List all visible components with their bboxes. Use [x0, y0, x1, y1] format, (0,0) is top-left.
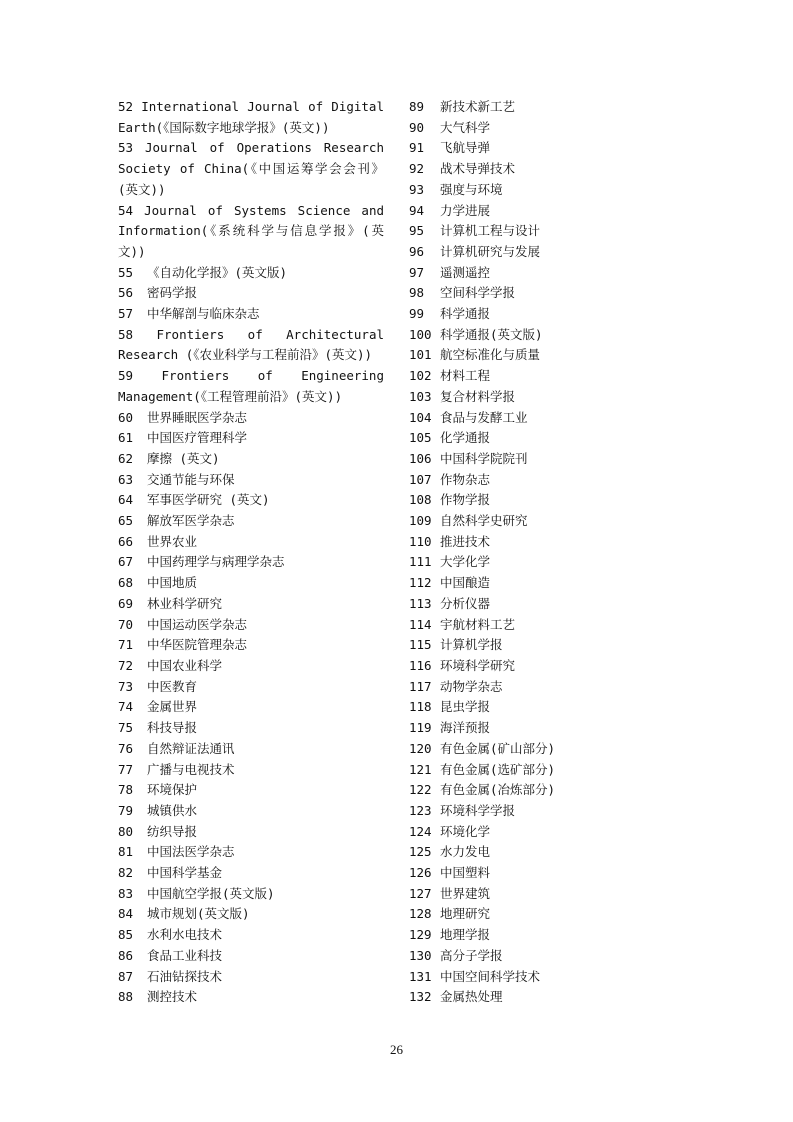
- journal-list-item: [409, 739, 569, 760]
- journal-item-title: 自然辩证法通讯: [147, 740, 235, 756]
- journal-list-item: [409, 242, 569, 263]
- journal-item-title: Frontiers of Architectural Research (《农业科学与工程前沿》(英文)): [118, 326, 384, 363]
- journal-item-number: 84: [118, 906, 134, 922]
- journal-item-number: 115: [409, 637, 432, 653]
- journal-item-number: 62: [118, 450, 134, 466]
- journal-item-number: 129: [409, 927, 432, 943]
- journal-item-number: 79: [118, 802, 134, 818]
- journal-list-item: [118, 822, 384, 843]
- journal-item-title: 中国科学基金: [147, 865, 223, 881]
- journal-item-title: 空间科学学报: [440, 285, 516, 301]
- journal-item-title: 中国航空学报(英文版): [147, 885, 275, 901]
- journal-list-item: [118, 201, 384, 263]
- journal-list-item: [409, 863, 569, 884]
- journal-item-number: 59: [118, 368, 134, 384]
- journal-item-number: 80: [118, 823, 134, 839]
- journal-item-number: 71: [118, 637, 134, 653]
- journal-item-number: 132: [409, 989, 432, 1005]
- journal-item-number: 124: [409, 823, 432, 839]
- journal-item-number: 98: [409, 285, 425, 301]
- journal-item-title: 飞航导弹: [440, 140, 491, 156]
- journal-list-item: [118, 304, 384, 325]
- journal-item-title: 复合材料学报: [440, 388, 516, 404]
- journal-list-item: [409, 118, 569, 139]
- journal-list-item: [409, 697, 569, 718]
- journal-item-title: 科学通报(英文版): [440, 326, 543, 342]
- journal-item-title: 作物学报: [440, 492, 491, 508]
- journal-item-number: 69: [118, 595, 134, 611]
- journal-list-item: [118, 677, 384, 698]
- journal-list-item: [409, 470, 569, 491]
- journal-item-number: 130: [409, 947, 432, 963]
- journal-list-item: [118, 263, 384, 284]
- journal-item-number: 121: [409, 761, 432, 777]
- journal-item-number: 120: [409, 740, 432, 756]
- journal-item-title: 中国法医学杂志: [147, 844, 235, 860]
- journal-list-item: [118, 697, 384, 718]
- journal-list-item: [118, 987, 384, 1008]
- journal-list-item: [409, 159, 569, 180]
- journal-list-item: [409, 842, 569, 863]
- journal-item-title: Journal of Operations Research Society of China(《中国运筹学会会刊》(英文)): [118, 140, 384, 197]
- journal-list-item: [409, 138, 569, 159]
- journal-item-number: 82: [118, 865, 134, 881]
- journal-list-item: [409, 904, 569, 925]
- journal-item-number: 66: [118, 533, 134, 549]
- journal-item-title: 密码学报: [147, 285, 198, 301]
- journal-list-item: [118, 967, 384, 988]
- journal-item-number: 107: [409, 471, 432, 487]
- journal-item-number: 119: [409, 720, 432, 736]
- journal-list-item: [118, 884, 384, 905]
- journal-item-number: 67: [118, 554, 134, 570]
- journal-list-item: [409, 635, 569, 656]
- journal-item-number: 68: [118, 575, 134, 591]
- journal-list-item: [409, 987, 569, 1008]
- journal-list-item: [118, 470, 384, 491]
- journal-item-number: 73: [118, 678, 134, 694]
- journal-item-title: 高分子学报: [440, 947, 503, 963]
- journal-list-item: [409, 387, 569, 408]
- journal-list-item: [118, 594, 384, 615]
- journal-item-number: 99: [409, 306, 425, 322]
- journal-list-item: [118, 801, 384, 822]
- journal-item-number: 111: [409, 554, 432, 570]
- journal-item-title: 《自动化学报》(英文版): [147, 264, 288, 280]
- journal-list-item: [118, 428, 384, 449]
- journal-item-title: 遥测遥控: [440, 264, 491, 280]
- journal-item-number: 90: [409, 119, 425, 135]
- journal-list-item: [409, 366, 569, 387]
- journal-item-title: 环境保护: [147, 782, 198, 798]
- journal-item-title: 环境科学研究: [440, 657, 516, 673]
- journal-item-title: 广播与电视技术: [147, 761, 235, 777]
- journal-list-item: [118, 552, 384, 573]
- journal-item-title: 林业科学研究: [147, 595, 223, 611]
- journal-list-right-column: [409, 97, 569, 1008]
- journal-item-number: 83: [118, 885, 134, 901]
- journal-item-number: 101: [409, 347, 432, 363]
- journal-list-item: [118, 842, 384, 863]
- journal-list-item: [409, 511, 569, 532]
- journal-list-item: [118, 325, 384, 366]
- journal-item-number: 123: [409, 802, 432, 818]
- journal-list-item: [409, 967, 569, 988]
- journal-item-title: 昆虫学报: [440, 699, 491, 715]
- journal-list-item: [118, 573, 384, 594]
- journal-list-item: [118, 635, 384, 656]
- journal-item-title: 海洋预报: [440, 720, 491, 736]
- journal-item-title: 交通节能与环保: [147, 471, 235, 487]
- journal-item-title: 中国运动医学杂志: [147, 616, 248, 632]
- journal-item-number: 74: [118, 699, 134, 715]
- journal-list-item: [409, 718, 569, 739]
- journal-list-item: [118, 490, 384, 511]
- journal-item-number: 125: [409, 844, 432, 860]
- journal-list-item: [118, 780, 384, 801]
- journal-item-number: 104: [409, 409, 432, 425]
- journal-list-item: [409, 325, 569, 346]
- journal-item-number: 103: [409, 388, 432, 404]
- journal-item-title: 解放军医学杂志: [147, 513, 235, 529]
- journal-item-title: 石油钻探技术: [147, 968, 223, 984]
- journal-item-title: 大学化学: [440, 554, 491, 570]
- journal-list-item: [118, 904, 384, 925]
- journal-item-title: 中国地质: [147, 575, 198, 591]
- journal-list-item: [409, 925, 569, 946]
- journal-item-title: 中国药理学与病理学杂志: [147, 554, 285, 570]
- journal-list-item: [118, 656, 384, 677]
- journal-item-title: 力学进展: [440, 202, 491, 218]
- journal-item-title: 航空标准化与质量: [440, 347, 541, 363]
- journal-list-item: [409, 263, 569, 284]
- journal-item-number: 126: [409, 865, 432, 881]
- journal-list-item: [118, 718, 384, 739]
- journal-item-title: 有色金属(冶炼部分): [440, 782, 556, 798]
- journal-list-item: [409, 822, 569, 843]
- journal-item-number: 64: [118, 492, 134, 508]
- journal-item-title: 水利水电技术: [147, 927, 223, 943]
- journal-item-title: 中国农业科学: [147, 657, 223, 673]
- journal-item-title: 中华医院管理杂志: [147, 637, 248, 653]
- journal-item-number: 102: [409, 368, 432, 384]
- journal-item-number: 92: [409, 161, 425, 177]
- journal-list-item: [409, 449, 569, 470]
- journal-item-number: 114: [409, 616, 432, 632]
- journal-item-title: 动物学杂志: [440, 678, 503, 694]
- journal-item-number: 86: [118, 947, 134, 963]
- journal-item-number: 57: [118, 306, 134, 322]
- journal-list-item: [409, 552, 569, 573]
- journal-item-title: 大气科学: [440, 119, 491, 135]
- journal-list-item: [409, 201, 569, 222]
- journal-item-title: 食品与发酵工业: [440, 409, 528, 425]
- journal-list-item: [409, 760, 569, 781]
- journal-item-title: 金属热处理: [440, 989, 503, 1005]
- journal-item-number: 81: [118, 844, 134, 860]
- journal-item-title: 环境化学: [440, 823, 491, 839]
- journal-item-title: 材料工程: [440, 368, 491, 384]
- journal-item-title: 计算机工程与设计: [440, 223, 541, 239]
- journal-item-number: 112: [409, 575, 432, 591]
- journal-list-item: [409, 283, 569, 304]
- journal-list-item: [409, 946, 569, 967]
- journal-item-title: 分析仪器: [440, 595, 491, 611]
- journal-list-item: [409, 532, 569, 553]
- journal-item-number: 85: [118, 927, 134, 943]
- journal-list-item: [118, 946, 384, 967]
- journal-item-title: 科技导报: [147, 720, 198, 736]
- journal-item-title: 环境科学学报: [440, 802, 516, 818]
- journal-list-item: [409, 677, 569, 698]
- journal-item-number: 118: [409, 699, 432, 715]
- journal-item-title: 中国医疗管理科学: [147, 430, 248, 446]
- journal-list-item: [409, 884, 569, 905]
- journal-item-number: 58: [118, 326, 134, 342]
- journal-item-title: 化学通报: [440, 430, 491, 446]
- journal-item-title: 食品工业科技: [147, 947, 223, 963]
- journal-item-number: 70: [118, 616, 134, 632]
- journal-item-number: 54: [118, 202, 134, 218]
- page-number: 26: [390, 1042, 403, 1057]
- journal-item-number: 131: [409, 968, 432, 984]
- journal-item-title: 中国酿造: [440, 575, 491, 591]
- journal-item-number: 61: [118, 430, 134, 446]
- journal-item-number: 88: [118, 989, 134, 1005]
- journal-item-number: 77: [118, 761, 134, 777]
- journal-item-title: 测控技术: [147, 989, 198, 1005]
- journal-list-item: [118, 283, 384, 304]
- journal-item-number: 87: [118, 968, 134, 984]
- journal-item-title: 自然科学史研究: [440, 513, 528, 529]
- journal-list-item: [118, 511, 384, 532]
- journal-list-item: [409, 428, 569, 449]
- journal-list-item: [118, 615, 384, 636]
- journal-item-number: 78: [118, 782, 134, 798]
- journal-item-title: 宇航材料工艺: [440, 616, 516, 632]
- journal-item-number: 72: [118, 657, 134, 673]
- journal-item-number: 93: [409, 181, 425, 197]
- journal-list-item: [409, 180, 569, 201]
- journal-item-number: 117: [409, 678, 432, 694]
- journal-item-number: 106: [409, 450, 432, 466]
- journal-item-number: 116: [409, 657, 432, 673]
- journal-list-item: [409, 221, 569, 242]
- journal-item-number: 56: [118, 285, 134, 301]
- journal-item-title: 摩擦 (英文): [147, 450, 220, 466]
- journal-item-number: 113: [409, 595, 432, 611]
- journal-item-title: 科学通报: [440, 306, 491, 322]
- journal-list-item: [409, 408, 569, 429]
- journal-item-title: Journal of Systems Science and Information(《系统科学与信息学报》(英文)): [118, 202, 384, 259]
- journal-item-title: 城市规划(英文版): [147, 906, 250, 922]
- journal-item-number: 128: [409, 906, 432, 922]
- journal-item-title: 地理研究: [440, 906, 491, 922]
- journal-item-number: 63: [118, 471, 134, 487]
- journal-item-number: 110: [409, 533, 432, 549]
- journal-item-title: 城镇供水: [147, 802, 198, 818]
- journal-item-title: 推进技术: [440, 533, 491, 549]
- journal-item-title: 世界建筑: [440, 885, 491, 901]
- journal-item-number: 89: [409, 99, 425, 114]
- journal-item-number: 75: [118, 720, 134, 736]
- journal-item-title: 金属世界: [147, 699, 198, 715]
- journal-item-title: 中国科学院院刊: [440, 450, 528, 466]
- journal-list-item: [409, 801, 569, 822]
- journal-item-number: 122: [409, 782, 432, 798]
- journal-item-title: 中国塑料: [440, 865, 491, 881]
- journal-item-number: 105: [409, 430, 432, 446]
- journal-list-item: [118, 449, 384, 470]
- journal-item-number: 52: [118, 99, 134, 114]
- journal-item-title: 计算机研究与发展: [440, 243, 541, 259]
- journal-item-title: International Journal of Digital Earth(《国际数字地球学报》(英文)): [118, 99, 384, 135]
- journal-item-number: 108: [409, 492, 432, 508]
- journal-item-title: 作物杂志: [440, 471, 491, 487]
- journal-list-item: [118, 532, 384, 553]
- journal-item-title: 有色金属(选矿部分): [440, 761, 556, 777]
- journal-list-left-column: [118, 97, 384, 1008]
- journal-list-item: [118, 925, 384, 946]
- journal-item-title: 战术导弹技术: [440, 161, 516, 177]
- journal-item-title: 中医教育: [147, 678, 198, 694]
- journal-list-item: [409, 304, 569, 325]
- journal-item-title: 军事医学研究 (英文): [147, 492, 270, 508]
- journal-list-item: [118, 366, 384, 407]
- journal-item-title: 中国空间科学技术: [440, 968, 541, 984]
- journal-item-number: 60: [118, 409, 134, 425]
- journal-item-number: 55: [118, 264, 134, 280]
- journal-item-number: 100: [409, 326, 432, 342]
- journal-item-number: 53: [118, 140, 134, 156]
- journal-item-number: 95: [409, 223, 425, 239]
- journal-list-item: [118, 408, 384, 429]
- journal-item-title: 世界睡眠医学杂志: [147, 409, 248, 425]
- journal-item-number: 96: [409, 243, 425, 259]
- journal-list-item: [409, 656, 569, 677]
- journal-item-title: Frontiers of Engineering Management(《工程管理前沿》(英文)): [118, 368, 384, 404]
- journal-item-title: 地理学报: [440, 927, 491, 943]
- journal-list-item: [409, 594, 569, 615]
- journal-item-title: 新技术新工艺: [440, 99, 516, 114]
- journal-list-item: [409, 490, 569, 511]
- journal-list-item: [409, 573, 569, 594]
- journal-item-number: 109: [409, 513, 432, 529]
- journal-list-item: [409, 97, 569, 118]
- journal-item-number: 94: [409, 202, 425, 218]
- journal-list-item: [118, 863, 384, 884]
- journal-item-title: 纺织导报: [147, 823, 198, 839]
- journal-item-number: 127: [409, 885, 432, 901]
- journal-list-item: [118, 739, 384, 760]
- journal-item-number: 97: [409, 264, 425, 280]
- journal-list-item: [409, 780, 569, 801]
- journal-item-title: 世界农业: [147, 533, 198, 549]
- journal-item-number: 91: [409, 140, 425, 156]
- journal-list-item: [118, 138, 384, 200]
- journal-item-title: 水力发电: [440, 844, 491, 860]
- journal-list-item: [409, 615, 569, 636]
- journal-list-item: [409, 345, 569, 366]
- journal-item-title: 强度与环境: [440, 181, 503, 197]
- journal-list-item: [118, 760, 384, 781]
- journal-item-title: 计算机学报: [440, 637, 503, 653]
- journal-list-item: [118, 97, 384, 138]
- journal-item-title: 中华解剖与临床杂志: [147, 306, 260, 322]
- journal-item-number: 65: [118, 513, 134, 529]
- journal-item-number: 76: [118, 740, 134, 756]
- journal-item-title: 有色金属(矿山部分): [440, 740, 556, 756]
